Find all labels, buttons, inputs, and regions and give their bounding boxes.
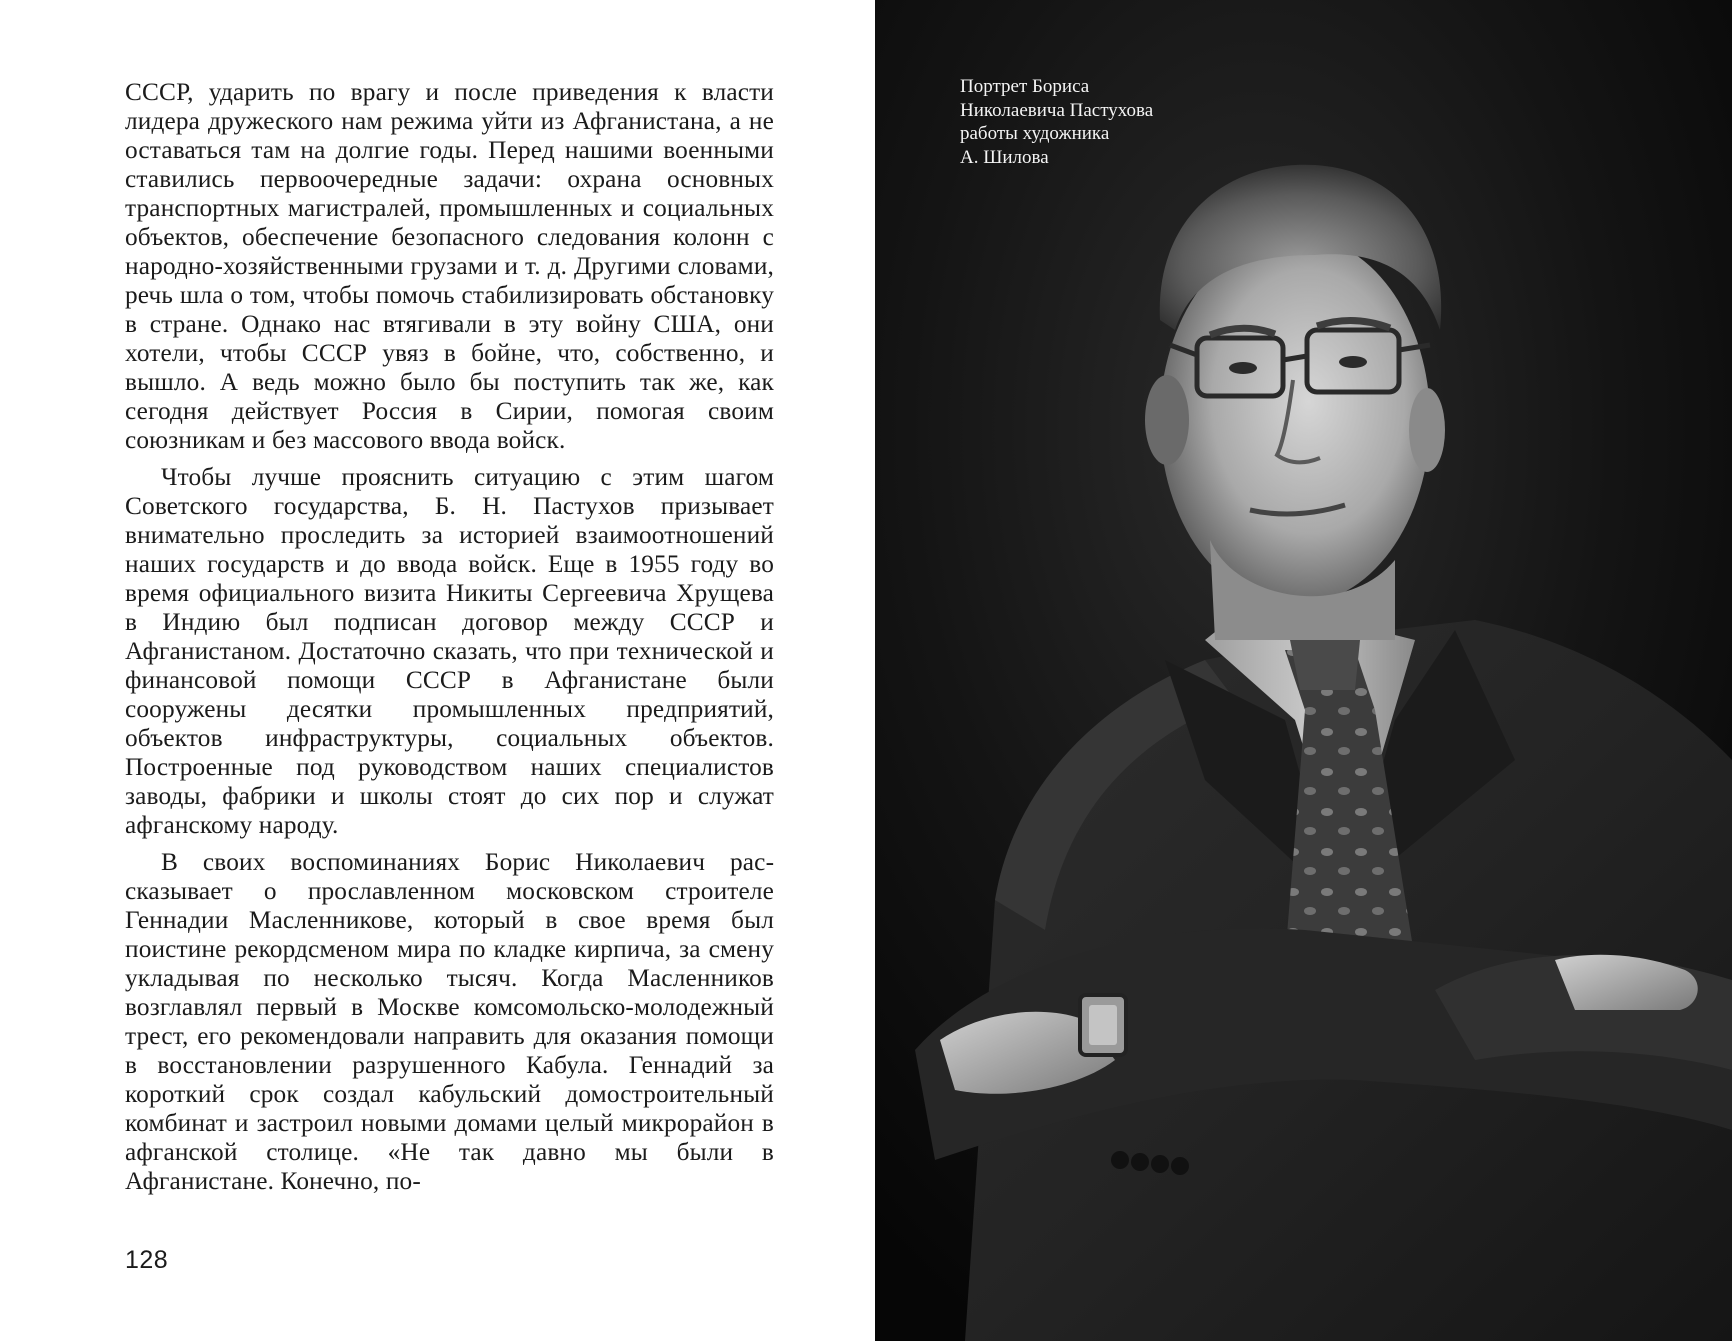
body-text: [125, 78, 774, 1204]
portrait-photo: [875, 0, 1732, 1341]
portrait-caption: [960, 75, 1153, 169]
paragraph-3: В своих воспоминаниях Борис Николаевич рассказывает о прославленном московском строителе Геннадии Масленникове, который в свое время был поистине рекордсменом мира по кладке кирпича, за смену укладывая по несколько тысяч. Когда Масленников возглавлял первый в Москве комсомольско-молодежный трест, его рекомендовали направить для оказания помощи в восстановлении разрушенного Кабула. Геннадий за короткий срок создал кабульский домостроительный комбинат и застроил новыми домами целый микрорайон в афганской столице. «Не так давно мы были в Афганистане. Конечно, по-: [125, 848, 774, 1195]
caption-line-1: Портрет Бориса: [960, 76, 1090, 97]
page-number: 128: [125, 1246, 169, 1274]
right-page: [875, 0, 1732, 1341]
paragraph-1: СССР, ударить по врагу и после приведения к власти лидера дружеского нам режима уйти из Афганистана, а не оставаться там на долгие годы. Перед нашими военными ставились первоочередные задачи: охрана основных транспортных магистралей, промышленных и социальных объектов, обеспечение безопасного следования колонн с народно-хозяйственными грузами и т. д. Другими словами, речь шла о том, чтобы помочь стабилизировать обстановку в стране. Однако нас втягивали в эту войну США, они хотели, чтобы СССР увяз в бойне, что, собственно, и вышло. А ведь можно было бы поступить так же, как сегодня действует Россия в Сирии, помогая своим союзникам и без массового ввода войск.: [125, 78, 774, 454]
paragraph-2: Чтобы лучше прояснить ситуацию с этим шагом Советского государства, Б. Н. Пастухов призывает внимательно проследить за историей взаимоотношений наших государств и до ввода войск. Еще в 1955 году во время официального визита Никиты Сергеевича Хрущева в Индию был подписан договор между СССР и Афганистаном. Достаточно сказать, что при технической и финансовой помощи СССР в Афганистане были сооружены десятки промышленных предприятий, объектов инфраструктуры, социальных объектов. Построенные под руководством наших специалистов заводы, фабрики и школы стоят до сих пор и служат афганскому народу.: [125, 463, 774, 839]
caption-line-2: Николаевича Пастухова: [960, 99, 1154, 121]
caption-line-3: работы художника: [960, 123, 1110, 144]
caption-line-4: А. Шилова: [960, 146, 1049, 168]
